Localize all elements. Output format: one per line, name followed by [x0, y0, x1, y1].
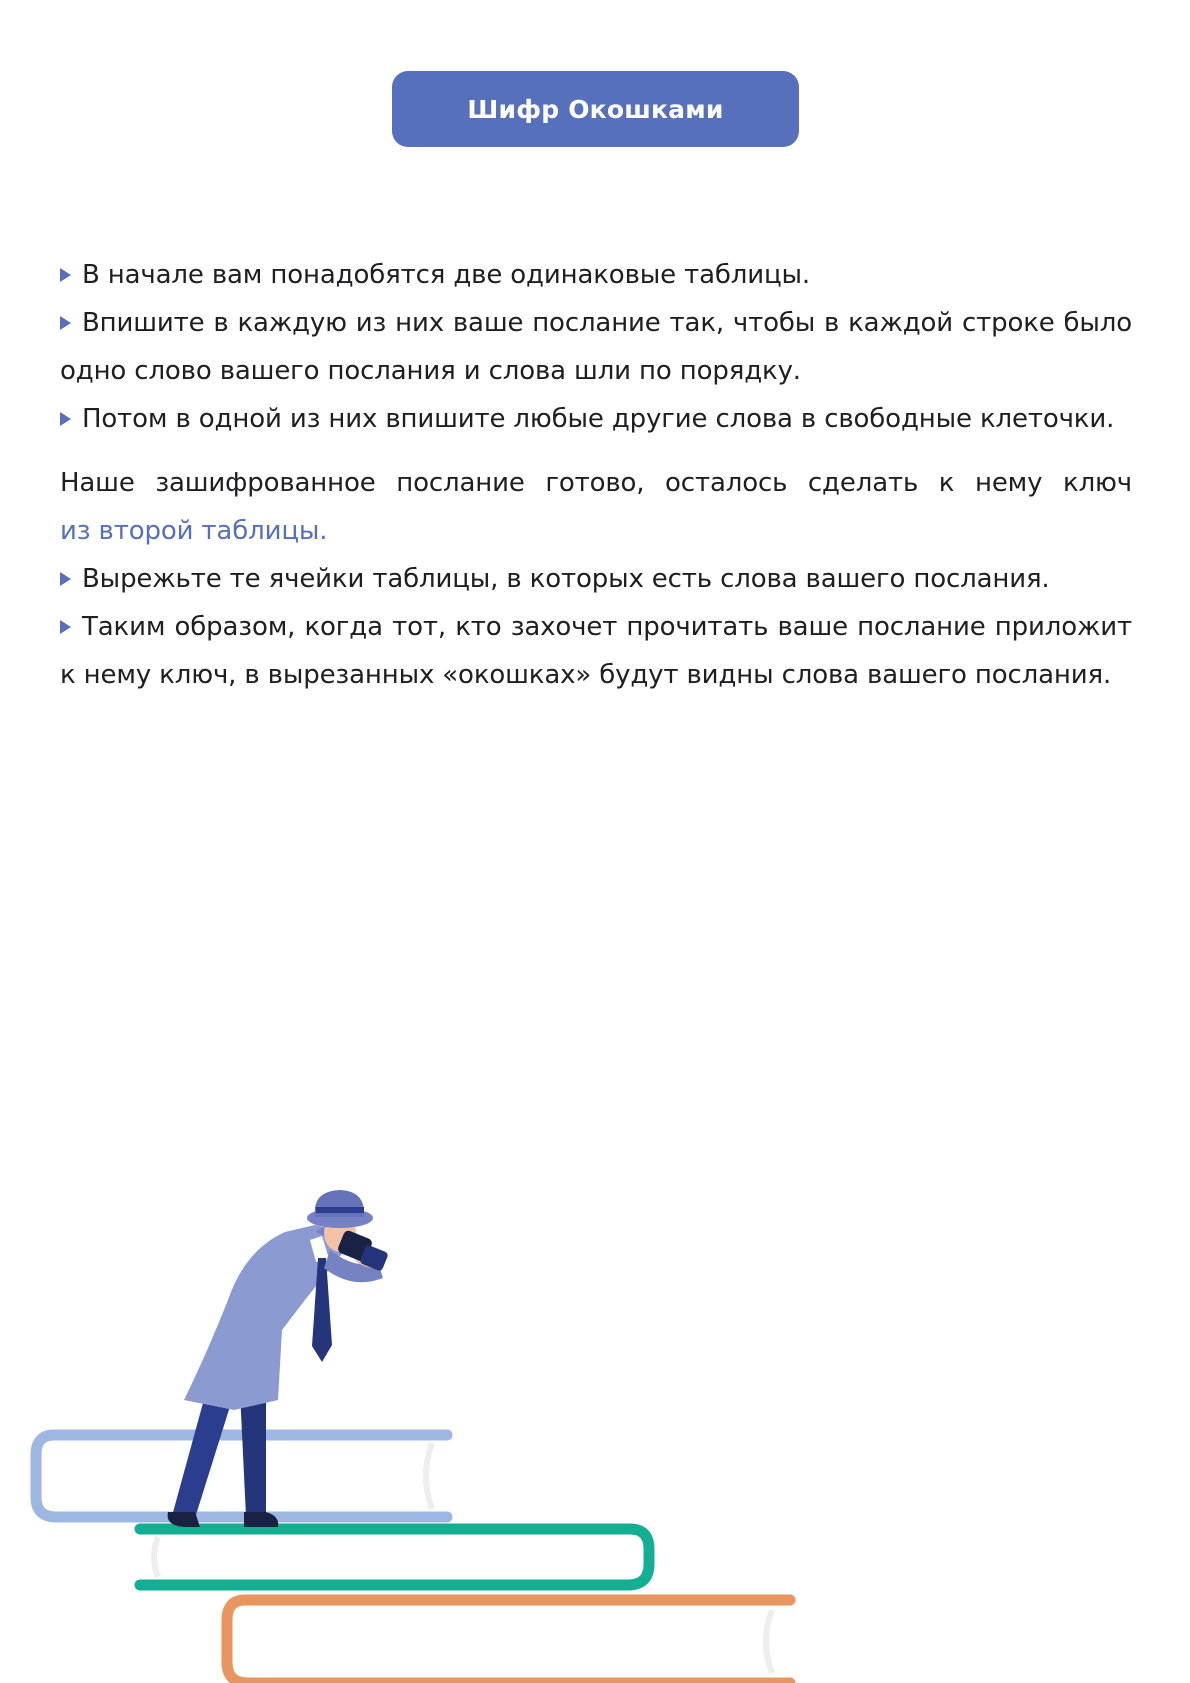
bullet-icon — [60, 620, 71, 634]
list-item: Впишите в каждую из них ваше послание так, чтобы в каждой строке было — [60, 299, 1132, 347]
bullet-icon — [60, 412, 71, 426]
green-book — [140, 1529, 649, 1585]
detective-on-books-illustration — [0, 1180, 1190, 1683]
bullet-icon — [60, 268, 71, 282]
orange-book — [227, 1600, 790, 1683]
highlight-text: из второй таблицы. — [60, 516, 328, 546]
list-item-continuation: к нему ключ, в вырезанных «окошках» будут видны слова вашего послания. — [60, 660, 1112, 690]
list-item: Таким образом, когда тот, кто захочет прочитать ваше послание приложит — [60, 603, 1132, 651]
page-title: Шифр Окошками — [392, 71, 799, 147]
list-item-continuation: одно слово вашего послания и слова шли по порядку. — [60, 356, 801, 386]
blue-book — [36, 1435, 447, 1517]
list-item: Вырежьте те ячейки таблицы, в которых есть слова вашего послания. — [60, 555, 1132, 603]
instructions — [60, 251, 1132, 699]
bullet-icon — [60, 316, 71, 330]
bullet-icon — [60, 572, 71, 586]
paragraph: Наше зашифрованное послание готово, осталось сделать к нему ключ — [60, 468, 1132, 498]
list-item: В начале вам понадобятся две одинаковые таблицы. — [60, 251, 1132, 299]
list-item: Потом в одной из них впишите любые другие слова в свободные клеточки. — [60, 395, 1132, 443]
